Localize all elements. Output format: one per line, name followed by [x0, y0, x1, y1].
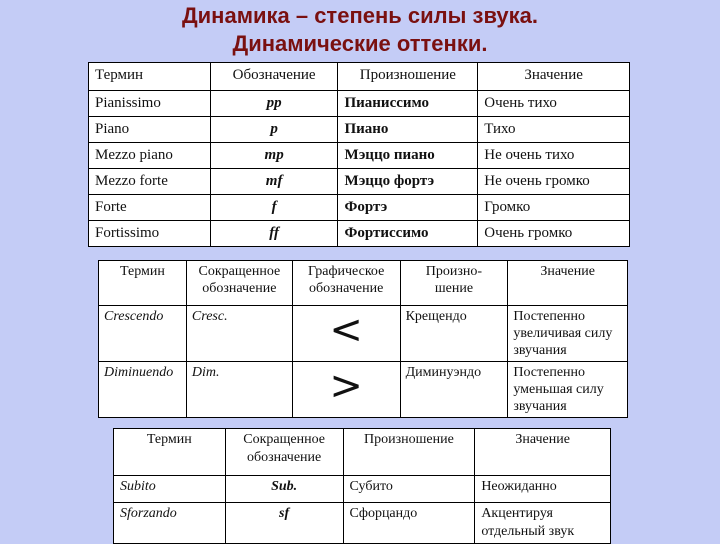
term-cell: Diminuendo: [99, 362, 187, 418]
header-cell: Обозначение: [210, 63, 338, 91]
term-cell: Sforzando: [114, 503, 226, 544]
header-cell: Сокращенное обозначение: [225, 429, 343, 476]
table-row: [99, 362, 628, 418]
meaning-cell: Тихо: [478, 117, 630, 143]
table-row: [89, 195, 630, 221]
symbol-cell: p: [210, 117, 338, 143]
header-cell: Термин: [114, 429, 226, 476]
slide-title-line2: Динамические оттенки.: [232, 31, 488, 56]
symbol-cell: f: [210, 195, 338, 221]
header-cell: Произношение: [338, 63, 478, 91]
header-cell: Значение: [508, 261, 628, 306]
abbreviation-cell: Cresc.: [186, 306, 292, 362]
abbreviation-cell: Dim.: [186, 362, 292, 418]
term-cell: Mezzo piano: [89, 143, 211, 169]
table-row: [89, 143, 630, 169]
pronunciation-cell: Пиано: [338, 117, 478, 143]
header-cell: Сокращенное обозначение: [186, 261, 292, 306]
crescendo-symbol: <: [292, 306, 400, 362]
abbreviation-cell: sf: [225, 503, 343, 544]
dynamics-table: [88, 62, 630, 247]
term-cell: Fortissimo: [89, 221, 211, 247]
symbol-cell: ff: [210, 221, 338, 247]
gradual-dynamics-table: [98, 260, 628, 418]
table-header-row: [89, 63, 630, 91]
pronunciation-cell: Крещендо: [400, 306, 508, 362]
term-cell: Mezzo forte: [89, 169, 211, 195]
pronunciation-cell: Пианиссимо: [338, 91, 478, 117]
header-cell: Произношение: [343, 429, 475, 476]
slide-title-line1: Динамика – степень силы звука.: [181, 3, 539, 28]
symbol-cell: mf: [210, 169, 338, 195]
pronunciation-cell: Фортэ: [338, 195, 478, 221]
term-cell: Pianissimo: [89, 91, 211, 117]
pronunciation-cell: Сфорцандо: [343, 503, 475, 544]
meaning-cell: Акцентируя отдельный звук: [475, 503, 611, 544]
header-cell: Термин: [89, 63, 211, 91]
header-cell: Значение: [478, 63, 630, 91]
meaning-cell: Очень тихо: [478, 91, 630, 117]
meaning-cell: Громко: [478, 195, 630, 221]
term-cell: Piano: [89, 117, 211, 143]
meaning-cell: Неожиданно: [475, 476, 611, 503]
table-row: [89, 169, 630, 195]
symbol-cell: pp: [210, 91, 338, 117]
pronunciation-cell: Мэццо фортэ: [338, 169, 478, 195]
header-cell: Значение: [475, 429, 611, 476]
symbol-cell: mp: [210, 143, 338, 169]
pronunciation-cell: Фортиссимо: [338, 221, 478, 247]
table-row: [89, 221, 630, 247]
table-header-row: [99, 261, 628, 306]
diminuendo-symbol: >: [292, 362, 400, 418]
term-cell: Forte: [89, 195, 211, 221]
table-row: [114, 503, 611, 544]
meaning-cell: Не очень тихо: [478, 143, 630, 169]
table-row: [114, 476, 611, 503]
abbreviation-cell: Sub.: [225, 476, 343, 503]
meaning-cell: Постепенно увеличивая силу звучания: [508, 306, 628, 362]
meaning-cell: Постепенно уменьшая силу звучания: [508, 362, 628, 418]
meaning-cell: Очень громко: [478, 221, 630, 247]
term-cell: Crescendo: [99, 306, 187, 362]
table-row: [99, 306, 628, 362]
sudden-dynamics-table: [113, 428, 611, 544]
pronunciation-cell: Субито: [343, 476, 475, 503]
pronunciation-cell: Мэццо пиано: [338, 143, 478, 169]
header-cell: Термин: [99, 261, 187, 306]
header-cell: Произно- шение: [400, 261, 508, 306]
table-row: [89, 91, 630, 117]
term-cell: Subito: [114, 476, 226, 503]
table-row: [89, 117, 630, 143]
pronunciation-cell: Диминуэндо: [400, 362, 508, 418]
table-header-row: [114, 429, 611, 476]
meaning-cell: Не очень громко: [478, 169, 630, 195]
header-cell: Графическое обозначение: [292, 261, 400, 306]
